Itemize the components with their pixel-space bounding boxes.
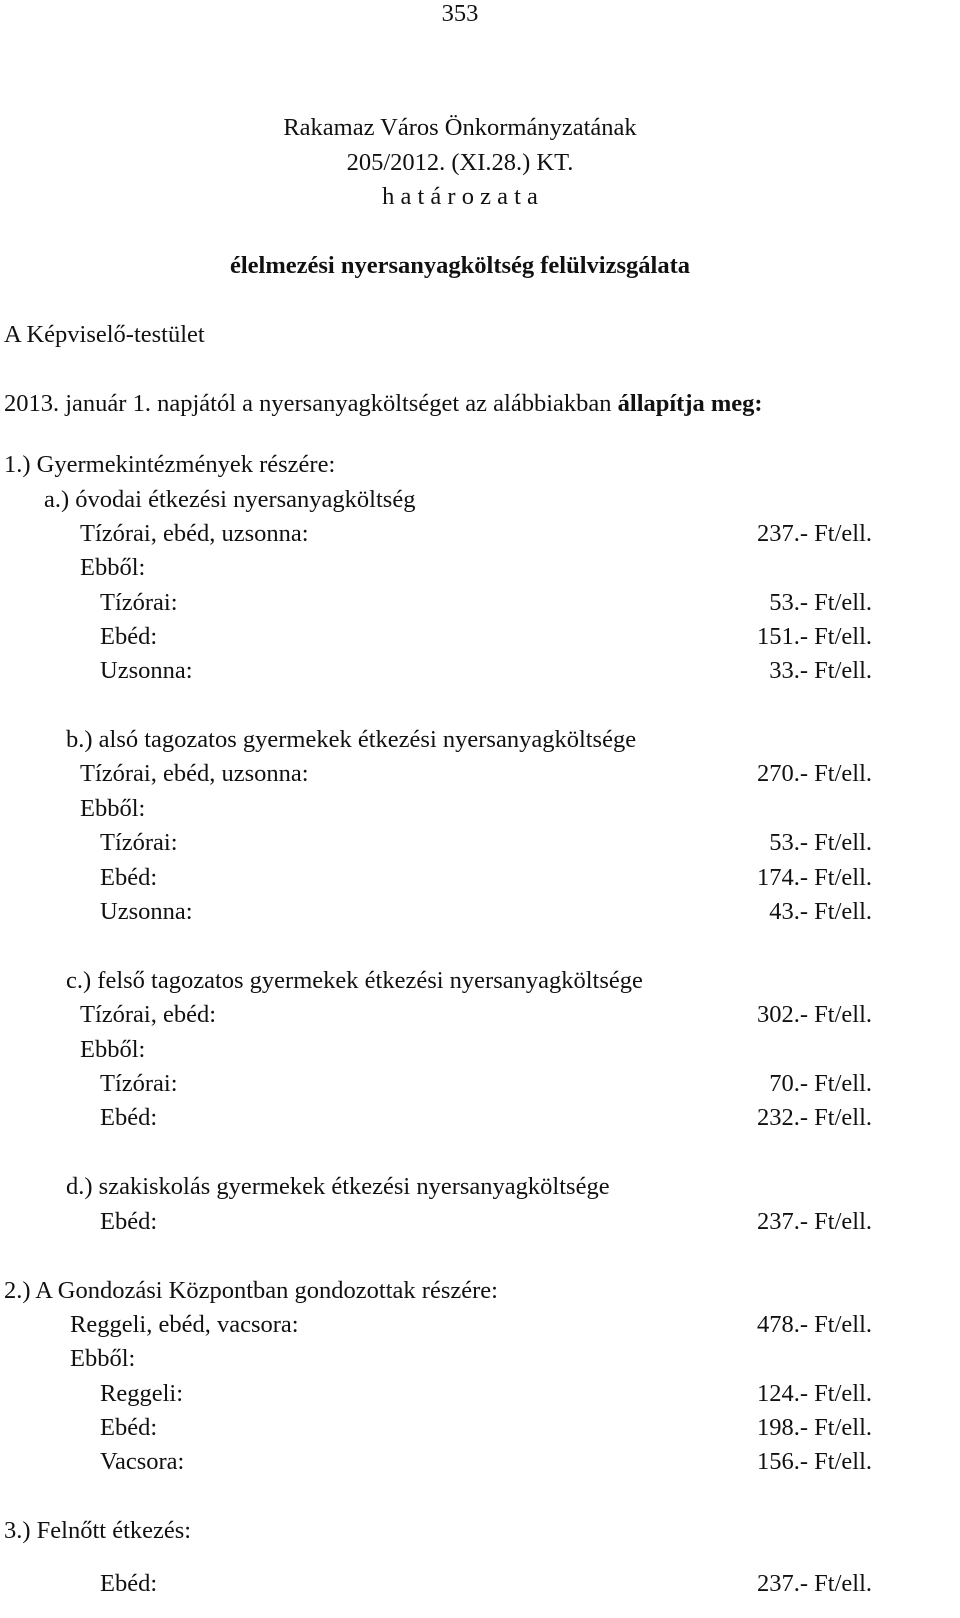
subsection-b-ebbol: Ebből:	[80, 795, 146, 822]
subsection-a-item-label: Ebéd:	[100, 623, 158, 650]
section-2-total-label: Reggeli, ebéd, vacsora:	[70, 1311, 299, 1338]
resolution-subject: élelmezési nyersanyagköltség felülvizsgálata	[230, 252, 690, 279]
subsection-a-item-value: 33.- Ft/ell.	[769, 657, 872, 684]
section-1-title: 1.) Gyermekintézmények részére:	[4, 451, 336, 478]
subsection-d-title: d.) szakiskolás gyermekek étkezési nyersanyagköltsége	[66, 1173, 610, 1200]
subsection-c-title: c.) felső tagozatos gyermekek étkezési nyersanyagköltsége	[66, 967, 643, 994]
section-3-item-value: 237.- Ft/ell.	[756, 1570, 872, 1597]
subsection-c-item-label: Ebéd:	[100, 1104, 158, 1131]
intro-text: A Képviselő-testület	[4, 321, 205, 348]
subsection-c-total-label: Tízórai, ebéd:	[80, 1001, 217, 1028]
resolution-number: 205/2012. (XI.28.) KT.	[346, 149, 574, 176]
subsection-b-item-label: Ebéd:	[100, 864, 158, 891]
subsection-a-total-label: Tízórai, ebéd, uzsonna:	[80, 520, 309, 547]
decision-text: 2013. január 1. napjától a nyersanyagköltséget az alábbiakban	[4, 390, 618, 417]
subsection-a-item-label: Tízórai:	[100, 589, 178, 616]
subsection-a-item-value: 53.- Ft/ell.	[769, 589, 872, 616]
subsection-a-item-value: 151.- Ft/ell.	[756, 623, 872, 650]
subsection-c-item-value: 232.- Ft/ell.	[756, 1104, 872, 1131]
subsection-b-item-value: 43.- Ft/ell.	[769, 898, 872, 925]
subsection-d-item-value: 237.- Ft/ell.	[756, 1208, 872, 1235]
subsection-b-item-label: Tízórai:	[100, 829, 178, 856]
decision-sentence	[4, 392, 763, 417]
subsection-d-item-label: Ebéd:	[100, 1208, 158, 1235]
subsection-a-ebbol: Ebből:	[80, 554, 146, 581]
subsection-c-ebbol: Ebből:	[80, 1036, 146, 1063]
page-number: 353	[441, 0, 479, 27]
section-2-item-label: Vacsora:	[100, 1448, 185, 1475]
section-3-title: 3.) Felnőtt étkezés:	[4, 1517, 192, 1544]
section-2-ebbol: Ebből:	[70, 1345, 136, 1372]
subsection-b-item-value: 174.- Ft/ell.	[756, 864, 872, 891]
section-2-item-label: Ebéd:	[100, 1414, 158, 1441]
subsection-c-item-value: 70.- Ft/ell.	[769, 1070, 872, 1097]
section-3-item-label: Ebéd:	[100, 1570, 158, 1597]
subsection-a-total-value: 237.- Ft/ell.	[756, 520, 872, 547]
decision-bold-text: állapítja meg:	[617, 390, 763, 417]
section-2-title: 2.) A Gondozási Központban gondozottak részére:	[4, 1277, 498, 1304]
subsection-b-total-label: Tízórai, ebéd, uzsonna:	[80, 760, 309, 787]
subsection-b-total-value: 270.- Ft/ell.	[756, 760, 872, 787]
subsection-c-total-value: 302.- Ft/ell.	[756, 1001, 872, 1028]
section-2-total-value: 478.- Ft/ell.	[756, 1311, 872, 1338]
subsection-b-title: b.) alsó tagozatos gyermekek étkezési nyersanyagköltsége	[66, 726, 637, 753]
section-2-item-label: Reggeli:	[100, 1380, 184, 1407]
issuer-title: Rakamaz Város Önkormányzatának	[283, 114, 637, 141]
section-2-item-value: 124.- Ft/ell.	[756, 1380, 872, 1407]
subsection-b-item-value: 53.- Ft/ell.	[769, 829, 872, 856]
subsection-a-title: a.) óvodai étkezési nyersanyagköltség	[44, 486, 416, 513]
section-2-item-value: 156.- Ft/ell.	[756, 1448, 872, 1475]
section-2-item-value: 198.- Ft/ell.	[756, 1414, 872, 1441]
subsection-c-item-label: Tízórai:	[100, 1070, 178, 1097]
subsection-a-item-label: Uzsonna:	[100, 657, 193, 684]
subsection-b-item-label: Uzsonna:	[100, 898, 193, 925]
document-type: h a t á r o z a t a	[382, 183, 538, 210]
